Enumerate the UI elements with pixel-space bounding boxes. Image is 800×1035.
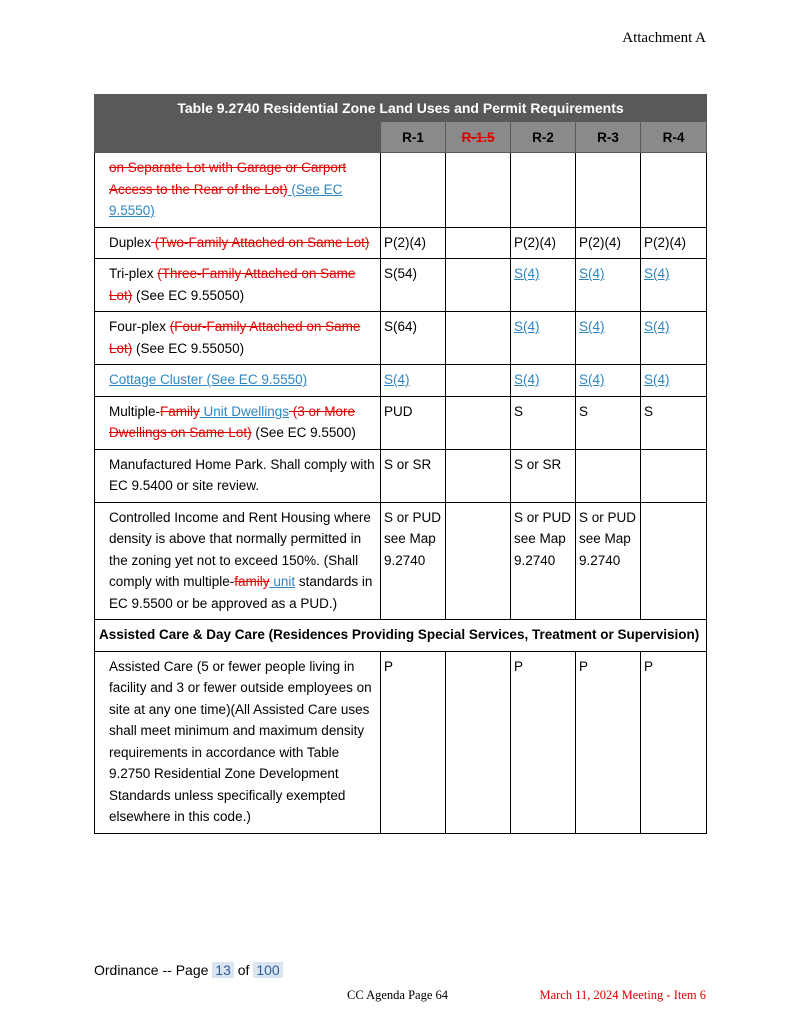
value-r3: P bbox=[576, 651, 641, 833]
value-r15 bbox=[446, 449, 511, 502]
value-r4: S bbox=[641, 396, 707, 449]
use-tail: (See EC 9.55050) bbox=[132, 287, 245, 303]
value-r3: S or PUD see Map 9.2740 bbox=[576, 502, 641, 620]
header-use-cell bbox=[95, 122, 381, 153]
inserted-text: unit bbox=[269, 574, 296, 589]
table-row bbox=[95, 502, 707, 620]
value-r3 bbox=[576, 449, 641, 502]
table-row bbox=[95, 227, 707, 259]
value-r4 bbox=[641, 449, 707, 502]
inserted-text: Unit Dwellings bbox=[199, 403, 290, 419]
use-text: Tri-plex bbox=[109, 266, 158, 281]
use-tail: (See EC 9.55050) bbox=[132, 340, 245, 356]
value-r3: S bbox=[576, 396, 641, 449]
value-r1: PUD bbox=[381, 396, 446, 449]
value-r2: P bbox=[511, 651, 576, 833]
section-heading: Assisted Care & Day Care (Residences Providing Special Services, Treatment or Supervision) bbox=[95, 620, 707, 652]
use-tail: standards in EC 9.5500 or be approved as a PUD.) bbox=[109, 574, 373, 611]
use-text: Controlled Income and Rent Housing where density is above that normally permitted in the zoning yet not to exceed 150%. (Shall comply with multiple- bbox=[109, 509, 371, 589]
land-use-table bbox=[94, 94, 707, 834]
deleted-text: Family bbox=[160, 403, 200, 419]
inserted-link[interactable]: (See EC 9.5550) bbox=[109, 181, 343, 218]
use-cell bbox=[95, 259, 381, 312]
deleted-text: (Four-Family Attached on Same Lot) bbox=[109, 319, 361, 356]
section-row bbox=[95, 620, 707, 652]
table-row bbox=[95, 396, 707, 449]
value-r2: S or PUD see Map 9.2740 bbox=[511, 502, 576, 620]
value-r2: S(4) bbox=[511, 312, 576, 365]
value-r15 bbox=[446, 651, 511, 833]
table-title: Table 9.2740 Residential Zone Land Uses and Permit Requirements bbox=[95, 95, 707, 122]
header-r2: R-2 bbox=[511, 122, 576, 153]
table-row bbox=[95, 651, 707, 833]
value-r15 bbox=[446, 227, 511, 259]
value-r4: P bbox=[641, 651, 707, 833]
value-r2: P(2)(4) bbox=[511, 227, 576, 259]
value-r3: S(4) bbox=[576, 312, 641, 365]
value-r1: S(54) bbox=[381, 259, 446, 312]
value-r1: P bbox=[381, 651, 446, 833]
value-r15 bbox=[446, 396, 511, 449]
value-r1: S or SR bbox=[381, 449, 446, 502]
deleted-text: (3 or More Dwellings on Same Lot) bbox=[109, 403, 356, 440]
attachment-label: Attachment A bbox=[622, 30, 706, 46]
use-cell bbox=[95, 312, 381, 365]
value-r1: S(4) bbox=[381, 365, 446, 397]
value-r4: P(2)(4) bbox=[641, 227, 707, 259]
value-r15 bbox=[446, 153, 511, 228]
value-r4 bbox=[641, 502, 707, 620]
deleted-text: (Three-Family Attached on Same Lot) bbox=[109, 266, 356, 303]
value-r2: S or SR bbox=[511, 449, 576, 502]
value-r2 bbox=[511, 153, 576, 228]
value-r15 bbox=[446, 502, 511, 620]
use-text: Four-plex bbox=[109, 319, 170, 334]
use-cell bbox=[95, 153, 381, 228]
use-cell bbox=[95, 449, 381, 502]
value-r1 bbox=[381, 153, 446, 228]
table-row bbox=[95, 365, 707, 397]
value-r2: S(4) bbox=[511, 365, 576, 397]
of-label: of bbox=[237, 962, 250, 978]
value-r2: S bbox=[511, 396, 576, 449]
deleted-text: (Two-Family Attached on Same Lot) bbox=[151, 234, 370, 250]
use-tail: (See EC 9.5500) bbox=[251, 425, 356, 440]
header-r15: R-1.5 bbox=[446, 122, 511, 153]
value-r4: S(4) bbox=[641, 365, 707, 397]
value-r2: S(4) bbox=[511, 259, 576, 312]
header-r3: R-3 bbox=[576, 122, 641, 153]
header-r4: R-4 bbox=[641, 122, 707, 153]
meeting-label: March 11, 2024 Meeting - Item 6 bbox=[539, 988, 706, 1002]
table-row bbox=[95, 259, 707, 312]
value-r15 bbox=[446, 312, 511, 365]
value-r3: S(4) bbox=[576, 365, 641, 397]
value-r4 bbox=[641, 153, 707, 228]
value-r1: P(2)(4) bbox=[381, 227, 446, 259]
table-row bbox=[95, 153, 707, 228]
use-cell bbox=[95, 227, 381, 259]
value-r15 bbox=[446, 365, 511, 397]
use-text: Multiple- bbox=[109, 403, 161, 419]
value-r1: S(64) bbox=[381, 312, 446, 365]
use-text: Assisted Care (5 or fewer people living in facility and 3 or fewer outside employees on site at any one time)(All Assisted Care uses shall meet minimum and maximum density requirements in accordance with Table 9.2750 Residential Zone Development Standards unless specifically exempted elsewhere in this code.) bbox=[109, 658, 372, 824]
page-footer bbox=[94, 962, 283, 978]
value-r3: P(2)(4) bbox=[576, 227, 641, 259]
use-cell bbox=[95, 365, 381, 397]
value-r4: S(4) bbox=[641, 312, 707, 365]
deleted-text: on Separate Lot with Garage or Carport Access to the Rear of the Lot) bbox=[109, 160, 347, 197]
page-current: 13 bbox=[212, 962, 234, 978]
value-r1: S or PUD see Map 9.2740 bbox=[381, 502, 446, 620]
inserted-link[interactable]: Cottage Cluster (See EC 9.5550) bbox=[109, 372, 308, 387]
value-r4: S(4) bbox=[641, 259, 707, 312]
table-row bbox=[95, 449, 707, 502]
value-r3 bbox=[576, 153, 641, 228]
ordinance-label: Ordinance -- Page bbox=[94, 962, 209, 978]
use-text: Duplex bbox=[109, 234, 152, 250]
table-row bbox=[95, 312, 707, 365]
use-cell bbox=[95, 651, 381, 833]
value-r15 bbox=[446, 259, 511, 312]
value-r3: S(4) bbox=[576, 259, 641, 312]
page-total: 100 bbox=[253, 962, 282, 978]
header-r1: R-1 bbox=[381, 122, 446, 153]
deleted-text: family bbox=[234, 574, 270, 589]
use-cell bbox=[95, 502, 381, 620]
use-cell bbox=[95, 396, 381, 449]
use-text: Manufactured Home Park. Shall comply with EC 9.5400 or site review. bbox=[109, 456, 375, 493]
agenda-page: CC Agenda Page 64 bbox=[347, 988, 449, 1002]
